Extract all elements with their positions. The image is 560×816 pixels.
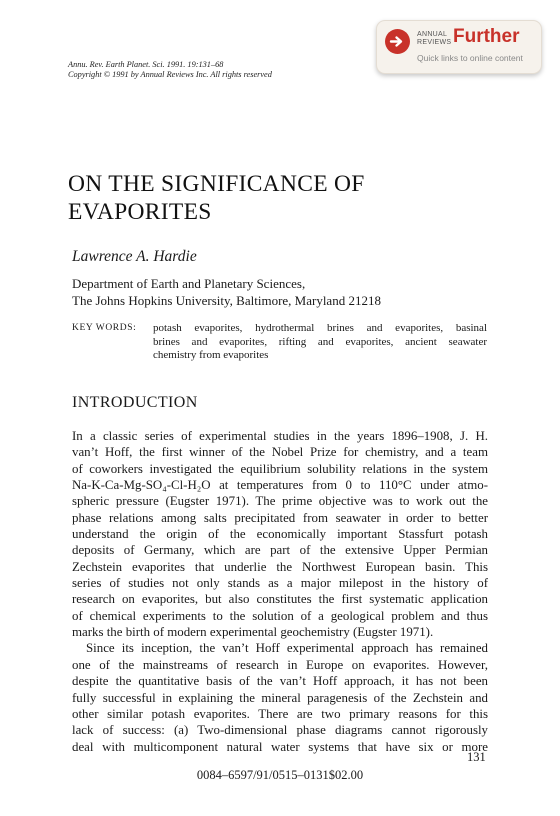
article-code: 0084–6597/91/0515–0131$02.00 [196, 768, 364, 782]
keywords-line: brines and evaporites, rifting and evaporites, ancient seawater [153, 335, 487, 348]
title-line: ON THE SIGNIFICANCE OF [68, 171, 365, 197]
author-name: Lawrence A. Hardie [72, 248, 197, 265]
text-line: Since its inception, the van’t Hoff experimental approach has remained [86, 641, 488, 656]
text-line: research on evaporites, but also constitutes the first systematic application [72, 592, 488, 607]
affiliation-line: Department of Earth and Planetary Sciences, [72, 276, 306, 291]
text-line: understand the origin of the economically important Stassfurt potash [72, 527, 488, 542]
further-brand: Further [453, 26, 520, 47]
text-line: Na-K-Ca-Mg-SO₄-Cl-H₂O at temperatures from 0 to 110°C under atmo- [72, 478, 488, 493]
annual-reviews-further-badge[interactable] [376, 20, 542, 74]
paragraph-2 [72, 640, 488, 754]
text-line: Zechstein evaporites that underlie the Northwest European basin. This [72, 559, 488, 574]
author-affiliation [72, 275, 381, 309]
text-line: phase relations among salts precipitated from seawater in order to better [72, 510, 488, 525]
text-line: of coworkers investigated the equilibrium solubility relations in the system [72, 461, 488, 476]
annual-reviews-wordmark: ANNUAL REVIEWS [417, 31, 452, 46]
text-line: fully successful in explaining the mineral paragenesis of the Zechstein and [72, 690, 488, 705]
keywords-label: KEY WORDS: [72, 323, 137, 333]
text-line: one of the mainstreams of research in Europe on evaporites. However, [72, 657, 488, 672]
text-line: deal with multicomponent natural water systems that have six or more [72, 739, 488, 754]
section-heading: INTRODUCTION [72, 394, 198, 411]
text-line: spheric pressure (Eugster 1971). The prime objective was to work out the [72, 494, 488, 509]
keywords-list [153, 322, 487, 363]
text-line: lack of success: (a) Two-dimensional phase diagrams cannot rigorously [72, 723, 488, 738]
affiliation-line: The Johns Hopkins University, Baltimore, Maryland 21218 [72, 293, 381, 308]
citation-line: Annu. Rev. Earth Planet. Sci. 1991. 19:131–68 [68, 60, 224, 69]
text-line: series of studies not only stands as a major milepost in the history of [72, 576, 488, 591]
paragraph-1 [72, 428, 488, 640]
page-number: 131 [467, 750, 486, 764]
text-line: deposits of Germany, which are part of the extensive Upper Permian [72, 543, 488, 558]
arrow-circle-icon [385, 29, 410, 54]
further-tagline: Quick links to online content [417, 53, 523, 63]
text-line: of chemical experiments to the solution of a geological problem and thus [72, 608, 488, 623]
keywords-line: chemistry from evaporites [153, 349, 269, 361]
journal-citation [68, 60, 272, 79]
text-line: van’t Hoff, the first winner of the Nobel Prize for chemistry, and a team [72, 445, 488, 460]
article-title [68, 170, 488, 226]
title-line: EVAPORITES [68, 199, 212, 225]
text-line: despite the quantitative basis of the van’t Hoff approach, it has not been [72, 674, 488, 689]
text-line: In a classic series of experimental studies in the years 1896–1908, J. H. [72, 429, 488, 443]
keywords-line: potash evaporites, hydrothermal brines and evaporites, basinal [153, 322, 487, 334]
text-line: other similar potash evaporites. There are two primary reasons for this [72, 706, 488, 721]
text-line: marks the birth of modern experimental geochemistry (Eugster 1971). [72, 625, 434, 640]
body-text [72, 428, 488, 755]
copyright-line: Copyright © 1991 by Annual Reviews Inc. All rights reserved [68, 69, 272, 79]
